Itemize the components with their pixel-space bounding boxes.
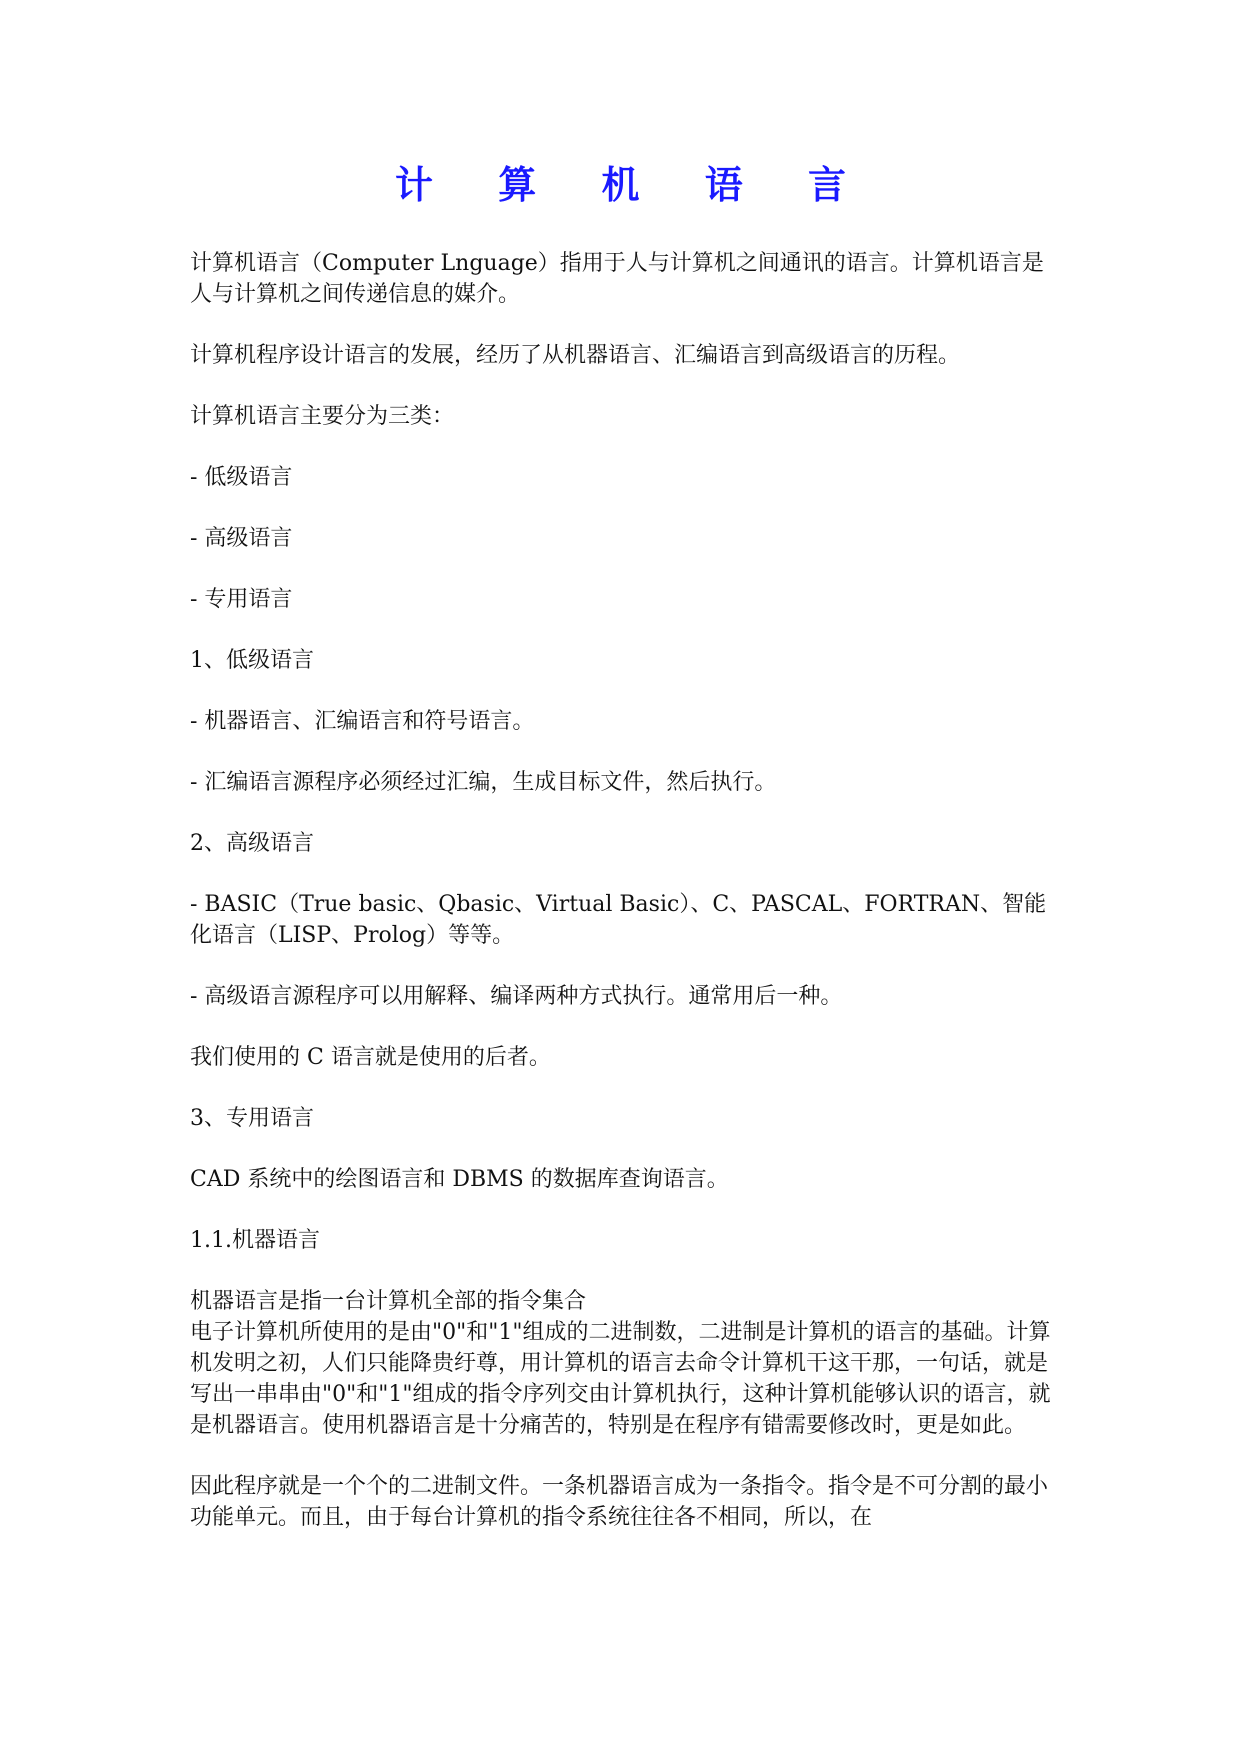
list-item-low-level: - 低级语言: [190, 465, 293, 490]
section-heading-high-level: 2、高级语言: [190, 831, 314, 856]
paragraph-c-language: 我们使用的 C 语言就是使用的后者。: [190, 1045, 551, 1070]
paragraph-machine-definition: 机器语言是指一台计算机全部的指令集合: [190, 1289, 587, 1314]
list-item-high-level-execution: - 高级语言源程序可以用解释、编译两种方式执行。通常用后一种。: [190, 984, 843, 1009]
paragraph-machine-binary: 电子计算机所使用的是由"0"和"1"组成的二进制数，二进制是计算机的语言的基础。计算机发明之初，人们只能降贵纡尊，用计算机的语言去命令计算机干这干那，一句话，就是写出一串串由"0"和"1"组成的指令序列交由计算机执行，这种计算机能够认识的语言，就是机器语言。使用机器语言是十分痛苦的，特别是在程序有错需要修改时，更是如此。: [190, 1320, 1051, 1438]
paragraph-history: 计算机程序设计语言的发展，经历了从机器语言、汇编语言到高级语言的历程。: [190, 343, 961, 368]
list-item-high-level: - 高级语言: [190, 526, 293, 551]
list-item-high-level-examples: - BASIC（True basic、Qbasic、Virtual Basic）、C、PASCAL、FORTRAN、智能化语言（LISP、Prolog）等等。: [190, 892, 1047, 948]
section-heading-low-level: 1、低级语言: [190, 648, 314, 673]
paragraph-cad-dbms: CAD 系统中的绘图语言和 DBMS 的数据库查询语言。: [190, 1167, 729, 1192]
section-heading-machine-language: 1.1.机器语言: [190, 1228, 320, 1253]
paragraph-machine-instructions: 因此程序就是一个个的二进制文件。一条机器语言成为一条指令。指令是不可分割的最小功能单元。而且，由于每台计算机的指令系统往往各不相同，所以，在: [190, 1474, 1049, 1530]
document-body: [190, 248, 1060, 1563]
paragraph-categories: 计算机语言主要分为三类：: [190, 404, 455, 429]
list-item-assembly-source: - 汇编语言源程序必须经过汇编，生成目标文件，然后执行。: [190, 770, 777, 795]
list-item-machine-assembly: - 机器语言、汇编语言和符号语言。: [190, 709, 535, 734]
document-title: 计 算 机 语 言: [395, 163, 872, 207]
list-item-special: - 专用语言: [190, 587, 293, 612]
paragraph-intro: 计算机语言（Computer Lnguage）指用于人与计算机之间通讯的语言。计算机语言是人与计算机之间传递信息的媒介。: [190, 251, 1044, 307]
section-heading-special: 3、专用语言: [190, 1106, 314, 1131]
